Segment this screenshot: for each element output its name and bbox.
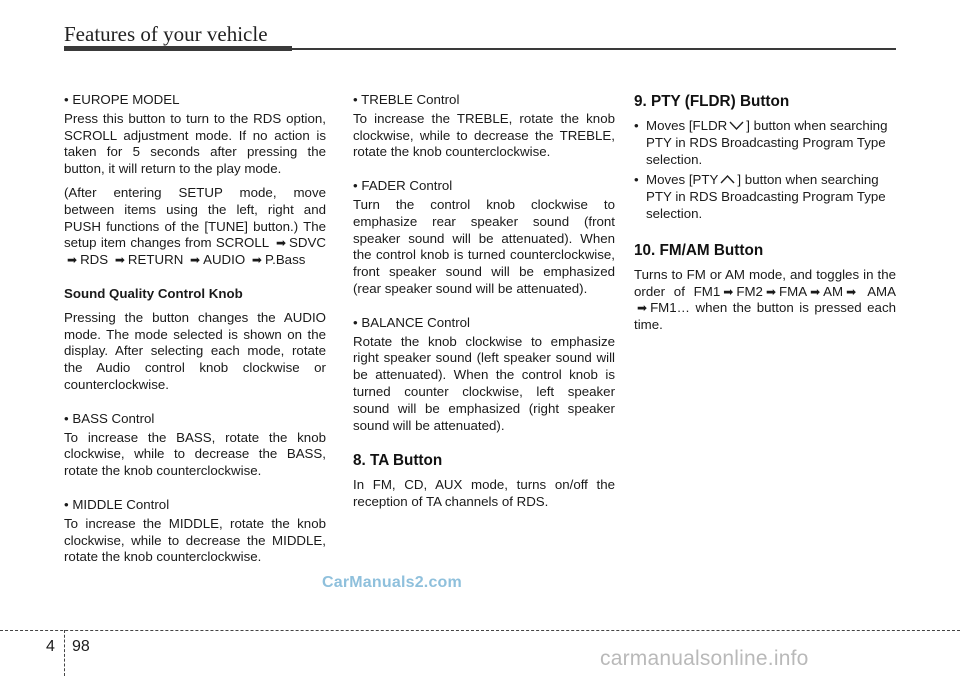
fm-am-step: AM — [823, 283, 844, 299]
header-rule-thin — [292, 48, 896, 50]
arrow-right-icon: ➡ — [723, 284, 734, 299]
arrow-right-icon: ➡ — [190, 253, 201, 268]
chevron-down-icon — [729, 120, 744, 131]
chevron-up-icon — [720, 174, 735, 185]
bass-body: To increase the BASS, rotate the knob clockwise, while to decrease the BASS, rotate the knob counterclockwise. — [64, 429, 326, 479]
watermark-carmanualsonline: carmanualsonline.info — [600, 647, 809, 670]
bullet-dot — [634, 172, 639, 189]
fm-am-step: FM1 — [693, 283, 721, 299]
arrow-right-icon: ➡ — [637, 301, 648, 316]
bullet-dot — [634, 118, 639, 135]
setup-item: P.Bass — [264, 252, 306, 268]
column-middle — [353, 92, 615, 518]
setup-item: AUDIO — [203, 252, 246, 268]
pty-item-pty — [634, 172, 896, 222]
fm-am-button-heading: 10. FM/AM Button — [634, 241, 764, 259]
balance-body: Rotate the knob clockwise to emphasize right speaker sound (left speaker sound will be attenuated). When the control knob is turned counter clockwise, left speaker sound will be emphasized (right speaker sound will be attenuated). — [353, 333, 615, 433]
bass-bullet: • BASS Control — [64, 410, 155, 426]
europe-model-bullet: • EUROPE MODEL — [64, 92, 180, 107]
setup-item: RDS — [80, 252, 109, 268]
setup-text: (After entering SETUP mode, move between items using the left, right and PUSH functions of the [TUNE] button.) The setup item changes from SCROLL — [64, 184, 326, 251]
fm-am-step: FMA — [779, 283, 808, 299]
treble-body: To increase the TREBLE, rotate the knob clockwise, while to decrease the TREBLE, rotate the knob counterclockwise. — [353, 110, 615, 160]
pty-item-fldr — [634, 118, 896, 168]
europe-model-body: Press this button to turn to the RDS option, SCROLL adjustment mode. If no action is taken for 5 seconds after pressing the button, it will return to the play mode. — [64, 110, 326, 177]
column-right — [634, 92, 896, 341]
fm-am-step: AMA — [867, 283, 897, 299]
fm-am-button-body — [634, 267, 896, 334]
watermark-carmanuals2: CarManuals2.com — [322, 574, 462, 591]
arrow-right-icon: ➡ — [67, 253, 78, 268]
balance-bullet: • BALANCE Control — [353, 314, 470, 330]
setup-item: SDVC — [289, 235, 326, 251]
fm-am-step: FM1… — [650, 300, 690, 316]
middle-body: To increase the MIDDLE, rotate the knob clockwise, while to decrease the MIDDLE, rotate the knob counterclockwise. — [64, 515, 326, 565]
fm-am-tail: when the button is pressed each time. — [634, 300, 896, 333]
chapter-number: 4 — [46, 638, 55, 655]
pty-item-tail: ] button when searching PTY in RDS Broadcasting Program Type selection. — [646, 118, 888, 167]
arrow-right-icon: ➡ — [114, 253, 125, 268]
page-number: 98 — [72, 638, 90, 655]
sound-quality-heading: Sound Quality Control Knob — [64, 285, 243, 301]
setup-body — [64, 185, 326, 269]
arrow-right-icon: ➡ — [251, 253, 262, 268]
treble-bullet: • TREBLE Control — [353, 92, 460, 107]
ta-button-body: In FM, CD, AUX mode, turns on/off the reception of TA channels of RDS. — [353, 477, 615, 510]
footer-divider — [64, 630, 65, 676]
pty-button-heading: 9. PTY (FLDR) Button — [634, 93, 790, 110]
page-header: Features of your vehicle — [64, 22, 268, 46]
fm-am-intro: Turns to FM or AM mode, and toggles in the order of — [634, 266, 896, 299]
pty-item-tail: ] button when searching PTY in RDS Broadcasting Program Type selection. — [646, 172, 886, 221]
pty-item-lead: Moves [FLDR — [646, 118, 728, 133]
fm-am-step: FM2 — [736, 283, 763, 299]
arrow-right-icon: ➡ — [275, 236, 287, 251]
column-left — [64, 92, 326, 573]
arrow-right-icon: ➡ — [765, 284, 776, 299]
middle-bullet: • MIDDLE Control — [64, 496, 170, 512]
footer-rule — [0, 630, 960, 631]
pty-item-lead: Moves [PTY — [646, 172, 719, 188]
ta-button-heading: 8. TA Button — [353, 452, 443, 470]
fader-bullet: • FADER Control — [353, 178, 453, 194]
arrow-right-icon: ➡ — [846, 284, 857, 299]
arrow-right-icon: ➡ — [810, 284, 821, 299]
fader-body: Turn the control knob clockwise to emphasize rear speaker sound (front speaker sound will be attenuated). When the control knob is turned counterclockwise, front speaker sound will be emphasized (rear speaker sound will be attenuated). — [353, 196, 615, 296]
setup-item: RETURN — [127, 252, 184, 268]
sound-quality-body: Pressing the button changes the AUDIO mode. The mode selected is shown on the display. After selecting each mode, rotate the Audio control knob clockwise or counterclockwise. — [64, 309, 326, 392]
header-rule-thick — [64, 46, 292, 51]
